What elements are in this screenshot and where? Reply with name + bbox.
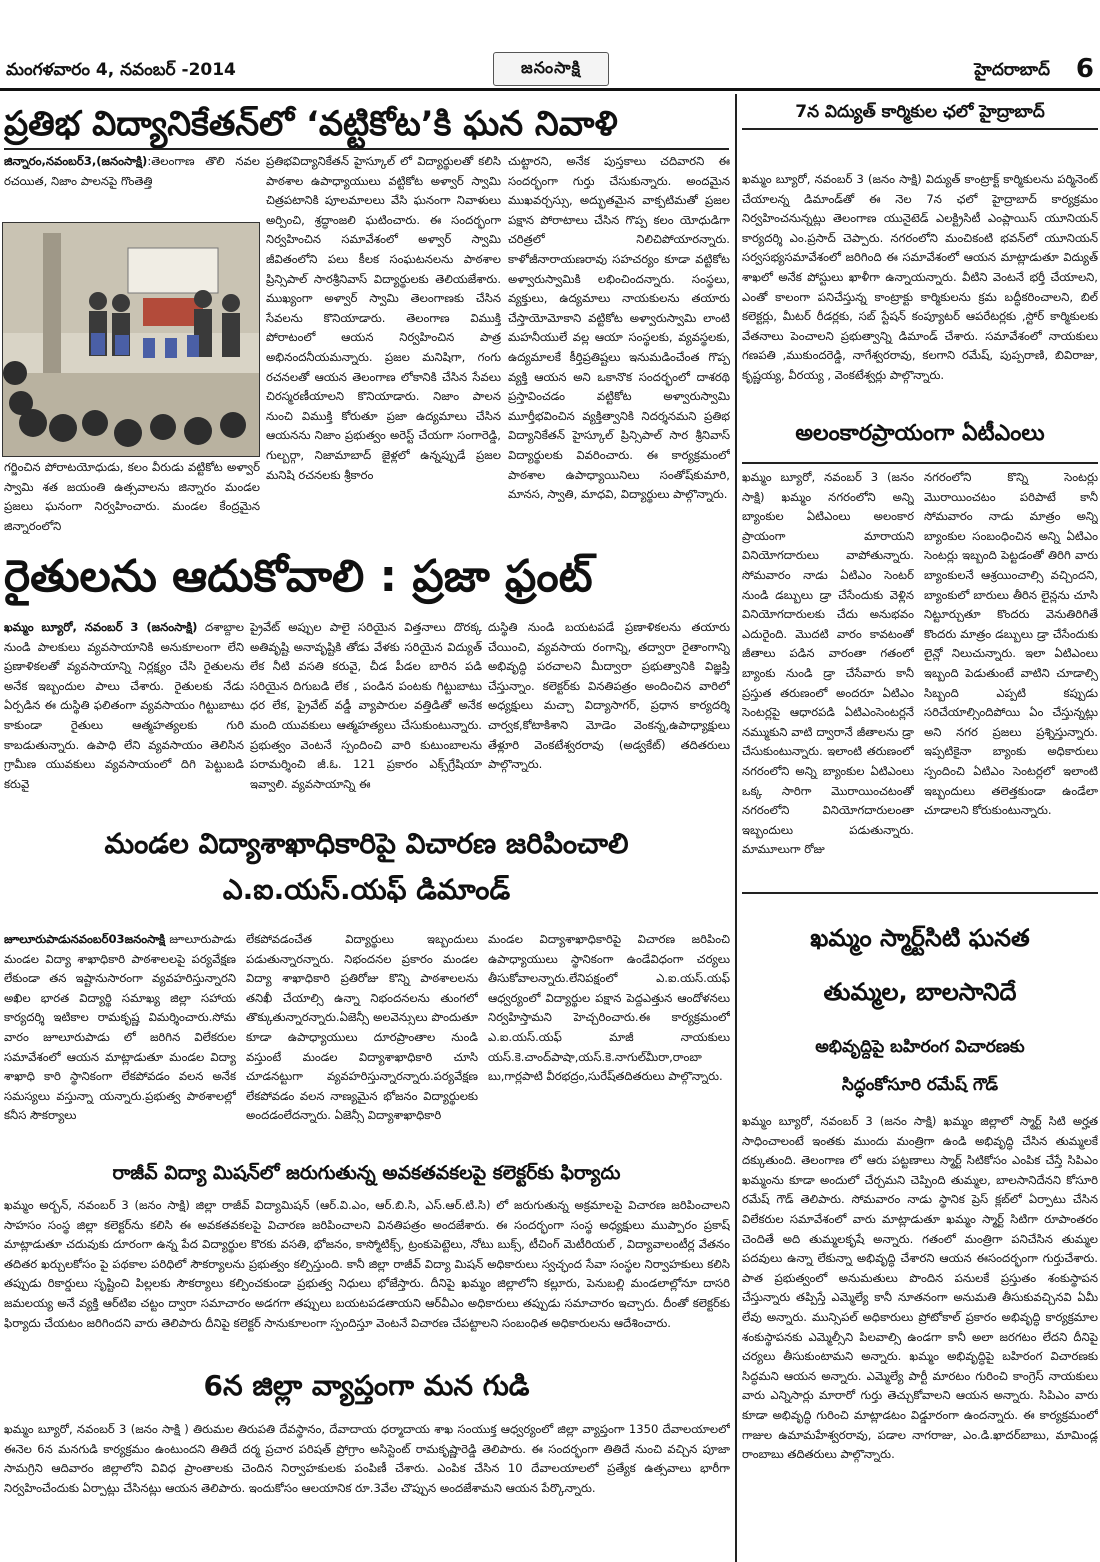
story7-headline: అలంకారప్రాయంగా ఏటీఎంలు	[795, 421, 1045, 446]
story8-body	[742, 1112, 1098, 1532]
story5-body-text: ఖమ్మం బ్యూరో, నవంబర్ 3 (జనం సాక్షి ) తిరుమల తిరుపతి దేవస్థానం, దేవాదాయ ధర్మాదాయ శాఖ సంయుక్త ఆధ్వర్యంలో జిల్లా వ్యాప్తంగా 1350 దేవాలయాలలో ఈనెల 6న మనగుడి కార్యక్రమం ఉంటుందని తితిదే దర్మ ప్రచార పరిషత్ ప్రోగ్రాం అసిస్టెంట్ రామకృష్ణారెడ్డి తెలిపారు. ఈ సందర్భంగా తితిదే నుంచి వచ్చిన పూజా సామగ్రిని ఆదివారం జిల్లాలోని వివిధ ప్రాంతాలకు చెందిన నిర్వాహకులకు పంపిణీ చేశారు. ఎంపిక చేసిన 10 దేవాలయాలలో ప్రత్యేక ఉత్సవాలు భారీగా నిర్వహించేందుకు ఏర్పాట్లు చేసినట్లు ఆయన తెలిపారు. ఇందుకోసం ఆలయానిక రూ.3వేల చొప్పున అందజేశామని ఆయన పేర్కొన్నారు.	[4, 1422, 730, 1495]
masthead-rule	[0, 88, 1100, 91]
story6-headline: 7న విద్యుత్ కార్మికుల ఛలో హైద్రాబాద్	[795, 102, 1045, 122]
story1-col1-top-text: :తెలంగాణ తొలి నవల రచయిత, నిజాం పాలనపై గొంతెత్తి	[4, 154, 260, 188]
story2-column-2	[250, 618, 482, 800]
story8-body-text: ఖమ్మం బ్యూరో, నవంబర్ 3 (జనం సాక్షి) ఖమ్మం జిల్లాలో స్మార్ట్ సిటి అర్హత సాధించాలంటే ఇంతకు ముందు మంత్రిగా ఉండి అభివృద్ధి చేసిన తుమ్మలకే దక్కుతుంది. తెలంగాణ లో ఆరు పట్టణాలు స్మార్ట్ సిటికోసం ఎంపిక చేస్తే సిపిఎం ఖమ్మంను కూడా అందులో చేర్చమని చెప్పింది తుమ్మల, బాలసానిదేనని కోసూరి రమేష్ గౌడ్ తెలిపారు. సోమవారం నాడు స్థానిక ప్రెస్ క్లబ్‌లో ఏర్పాటు చేసిన విలేకరుల సమావేశంలో వారు మాట్లాడుతూ ఖమ్మం స్మార్ట్ సిటిగా రూపాంతరం చెందితే అది తుమ్మలకృషే అన్నారు. గతంలో మంత్రిగా పనిచేసిన తుమ్మల పదవులు ఉన్నా లేకున్నా అభివృద్ధి చేశారని ఆయన ఈసందర్భంగా గుర్తుచేశారు. పాత ప్రభుత్వంలో అనుమతులు పొందిన పనులకే ప్రస్తుతం శంకుస్థాపన చేస్తున్నారు తప్పిస్తే ఎమ్మెల్యే కానీ నూతనంగా అనుమతి తీసుకువచ్చినవి ఏమీ లేవు అన్నారు. మున్సిపల్ అధికారులు ప్రోటోకాల్ ప్రకారం అభివృద్ధి కార్యక్రమాల శంకుస్థాపనకు ఎమ్మెల్సీని పిలవాల్సి ఉండగా కానీ అలా జరగటం లేదని దీనిపై చర్యలు తీసుకుంటామని అన్నారు. ఖమ్మం అభివృద్ధిపై బహిరంగ విచారణకు సిద్ధమని ఆయన అన్నారు. ఎమ్మెల్యే పార్టీ మారటం గురించి కాంగ్రెస్ నాయకులు వారు ఎన్నిసార్లు మారారో గుర్తు తెచ్చుకోవాలని ఆయన అన్నారు. సిపిఎం వారు కూడా అభివృద్ధి గురించి మాట్లాడటం విడ్డూరంగా ఉందన్నారు. ఈ కార్యక్రమంలో గాజుల ఉమామహేశ్వరరావు, పడాల నాగరాజు, ఎం.డి.ఖాదర్‌బాబు, మామిండ్ల రాంబాబు తదితరులు పాల్గొన్నారు.	[742, 1114, 1098, 1462]
story7-col1-text: ఖమ్మం బ్యూరో, నవంబర్ 3 (జనం సాక్షి) ఖమ్మం నగరంలోని అన్ని బ్యాంకుల ఏటిఎంలు అలంకార ప్రాయంగా మారాయని వినియోగదారులు వాపోతున్నారు. సోమవారం నాడు ఏటిఎం సెంటర్ నుండి డబ్బులు డ్రా చేసేందుకు వెళ్లిన వినియోగదారులకు చేదు అనుభవం ఎదురైంది. మొదటి వారం కావటంతో జీతాలు పడిన వారంతా గతంలో బ్యాంకు నుండి డ్రా చేసేవారు కానీ ప్రస్తుత తరుణంలో అందరూ ఏటిఎం సెంటర్లపై ఆధారపడి ఏటిఎంసెంటర్లనే నమ్ముకుని వాటి ద్వారానే జీతాలను డ్రా చేసుకుంటున్నారు. ఇలాంటి తరుణంలో నగరంలోని అన్ని బ్యాంకుల ఏటిఎంలు ఒక్క సారిగా మొరాయించటంతో నగరంలోని వినియోగదారులంతా ఇబ్బందులు పడుతున్నారు. మామూలుగా రోజు	[742, 470, 914, 857]
story6-body	[742, 170, 1098, 406]
story8-subhead-line1: అభివృద్దిపై బహిరంగ విచారణకు	[815, 1037, 1025, 1057]
newspaper-logo: జనంసాక్షి	[493, 52, 609, 86]
event-photo-image	[3, 223, 260, 457]
story1-col2-text: ప్రతిభవిద్యానికేతన్ హైస్కూల్ లో విద్యార్థులతో కలిసి పాఠశాల ఉపాధ్యాయులు వట్టికోట అళ్వార్ స్వామి చిత్రపటానికి పూలమాలలు వేసి ఘనంగా నివాళులు అర్పించి, శ్రద్ధాంజలి ఘటించారు. ఈ సందర్భంగా నిర్వహించిన సమావేశంలో అళ్వార్ స్వామి జీవితంలోని పలు కీలక సంఘటనలను పాఠశాల ప్రిన్సిపాల్ సారశ్రీనివాస్ విద్యార్థులకు తెలియజేశారు. ముఖ్యంగా అళ్వార్ స్వామి తెలంగాణకు చేసిన సేవలను కొనియాడారు. తెలంగాణ విముక్తి పోరాటంలో ఆయన నిర్వహించిన పాత్ర అభినందనీయమన్నారు. ప్రజల మనిషిగా, గంగు రచనలతో ఆయన తెలంగాణ లోకానికి చేసిన సేవలు చిరస్మరణీయాలని కొనియాడారు. నిజాం పాలన నుంచి విముక్తి కోరుతూ ప్రజా ఉద్యమాలు చేసిన ఆయనను నిజాం ప్రభుత్వం అరెస్ట్ చేయగా సంగారెడ్డి, గుల్బర్గా, నిజామాబాద్ జైళ్లలో ఉన్నప్పుడే ప్రజల మనిషి రచనలకు శ్రీకారం	[266, 154, 501, 482]
story3-col3-text: మండల విద్యాశాఖాధికారిపై విచారణ జరిపించి ఉపాధ్యాయులు స్థానికంగా ఉండేవిధంగా చర్యలు తీసుకోవాలన్నారు.లేనిపక్షంలో ఎ.ఐ.యస్.యఫ్ ఆధ్వర్యంలో విద్యార్థుల పక్షాన పెద్దఎత్తున ఆందోళనలు నిర్వహిస్తామని హెచ్చరించారు.ఈ కార్యక్రమంలో ఎ.ఐ.యస్.యఫ్ మాజీ నాయకులు యస్.కె.చాంద్‌పాషా,యస్.కె.నాగుల్‌మీరా,రాంబా బు,గార్లపాటి వీరభద్రం,సురేష్‌తదితరులు పాల్గొన్నారు.	[488, 932, 730, 1084]
story7-col2-text: నగరంలోని కొన్ని సెంటర్లు మొరాయించటం పరిపాటే కానీ సోమవారం నాడు మాత్రం అన్ని బ్యాంకుల సంబంధించిన అన్ని ఏటిఎం సెంటర్లు ఇబ్బంది పెట్టడంతో తిరిగి వారు బ్యాంకులనే ఆశ్రయించాల్సి వచ్చిందని, బ్యాంకులో బారులు తీరిన లైన్లను చూసి నిట్టూర్చుతూ కొందరు వెనుతిరిగితే కొందరు మాత్రం డబ్బులు డ్రా చేసేందుకు లైన్లో నిలుచున్నారు. ఇలా ఏటిఎంలు ఇబ్బంది పెడుతుంటే వాటిని చూడాల్సి సిబ్బంది ఎప్పటి కప్పుడు సరిచేయాల్సిందిపోయి ఏం చేస్తున్నట్లు అని నగర ప్రజలు ప్రశ్నిస్తున్నారు. ఇప్పటికైనా బ్యాంకు అధికారులు స్పందించి ఏటిఎం సెంటర్లలో ఇలాంటి ఇబ్బందులు తలెత్తకుండా ఉండేలా చూడాలని కోరుకుంటున్నారు.	[924, 470, 1098, 818]
story5-headline: 6న జిల్లా వ్యాప్తంగా మన గుడి	[203, 1369, 530, 1402]
story1-column-1-bottom	[4, 458, 260, 538]
story1-headline: ప్రతిభ విద్యానికేతన్‌లో ‘వట్టికోట’కి ఘన నివాళి	[4, 104, 618, 144]
story2-dateline: ఖమ్మం బ్యూరో, నవంబర్ 3 (జనంసాక్షి)	[4, 620, 198, 634]
story3-col1-text: జూలూరుపాడు మండల విద్యా శాఖాధికారి పాఠశాలలపై పర్యవేక్షణ లేకుండా తన ఇష్టానుసారంగా వ్యవహరిస్తున్నారని అఖిల భారత విద్యార్థి సమాఖ్య జిల్లా సహాయ కార్యదర్శి ఇటికాల రామకృష్ణ విమర్శించారు.సోమ వారం జూలూరుపాడు లో జరిగిన విలేకరుల సమావేశంలో ఆయన మాట్లాడుతూ మండల విద్యా శాఖాధి కారి స్థానికంగా లేకపోవడం వలన అనేక సమస్యలు వస్తున్నా యన్నారు.ప్రభుత్వ పాఠశాలల్లో కనీస సౌకర్యాలు	[4, 932, 236, 1123]
story1-dateline: జిన్నారం,నవంబర్3,(జనంసాక్షి)	[4, 154, 148, 168]
story2-col2-text: ప్రైవేట్ అప్పుల పాలై సరియైన విత్తనాలు దొరక్క అతివృష్టి అనావృష్టికి తోడు వేళకు సరియైన విద్యుత్ లేక నీటి వసతి కరువై, చీడ పీడల బారిన పడి సరియైన దిగుబడి లేక , పండిన పంటకు గిట్టుబాటు ధర లేక, ప్రైవేట్ వడ్డీ వ్యాపారుల వత్తిడితో అనేక మంది యువకులు ఆత్మహత్యలు చేసుకుంటున్నారు. ప్రభుత్వం వెంటనే స్పందించి వారి కుటుంబాలను పరామర్శించి జీ.ఓ. 121 ప్రకారం ఎక్స్‌గ్రేషియా ఇవ్వాలి. వ్యవసాయాన్ని ఈ	[250, 620, 482, 791]
story8-top-rule	[742, 892, 1098, 894]
story1-column-3	[508, 152, 730, 538]
story1-column-2	[266, 152, 501, 538]
edition-city: హైదరాబాద్	[974, 60, 1050, 80]
story5-body	[4, 1420, 730, 1520]
story6-underline	[742, 128, 1098, 130]
story4-body-text: ఖమ్మం అర్బన్, నవంబర్ 3 (జనం సాక్షి) జిల్లా రాజీవ్ విద్యామిషన్ (ఆర్.వి.ఎం, ఆర్.బి.సి, ఎస్.ఆర్.టి.సి) లో జరుగుతున్న అక్రమాలపై విచారణ జరిపించాలని సాహసం సంస్థ జిల్లా కలెక్టర్‌ను కలిసి ఈ అవకతవకలపై విచారణ జరిపించాలని వినతిపత్రం అందజేశారు. ఈ సందర్భంగా సంస్థ అధ్యక్షులు ముప్పారం ప్రకాష్ మాట్లాడుతూ చదువుకు దూరంగా ఉన్న పేద విద్యార్థుల కొరకు వసతి, భోజనం, కాస్మోటిక్స్, ట్రంకుపెట్టెలు, నోటు బుక్స్, టీచింగ్ మెటీరియల్ , విద్యావాలంటీర్ల వేతనం తదితర ఖర్చులకోసం పై పథకాల పరిధిలో సౌకర్యాలను ప్రభుత్వం కల్పిస్తుంది. కానీ జిల్లా రాజీవ్ విద్యా మిషన్ అధికారులు స్వచ్ఛంద సేవా సంస్థల నిర్వాహకులు కలిసి తప్పుడు రికార్డులు సృష్టించి పిల్లలకు సౌకర్యాలు కల్పించకుండా ప్రభుత్వ నిధులు భోజేస్తారు. దీనిపై ఖమ్మం జిల్లాలోని కల్లూరు, పెనుబల్లి మండలాల్లోనూ దాసరి జమలయ్య అనే వ్యక్తి ఆర్‌టిఐ చట్టం ద్వారా సమాచారం అడగగా తప్పులు బయటపడతాయని ఆర్‌వీఎం అధికారులు తప్పుడు సమాచారం ఇచ్చారు. దీంతో కలెక్టర్‌కు ఫిర్యాదు చేయటం జరిగిందని వారు తెలిపారు దీనిపై కలెక్టర్ సానుకూలంగా స్పందిస్తూ వెంటనే విచారణ చేపట్టాలని సంబంధిత అధికారులను ఆదేశించారు.	[4, 1198, 730, 1330]
story2-col3-text: దుస్థితి నుండి బయటపడే ప్రణాళికలను తయారు చేయించి, వ్యవసాయ రంగాన్ని, తద్వారా రైతాంగాన్ని అభివృద్ధి పరచాలని మీద్వారా ప్రభుత్వానికి విజ్ఞప్తి చేస్తున్నాం. కలెక్టర్‌కు వినతిపత్రం అందించిన వారిలో అధ్యక్షులు మచ్చా విద్యాసాగర్, ప్రధాన కార్యదర్శి చార్వక,కోటాకిశాని మోడెం వెంకన్న,ఉపాధ్యాక్షులు తేళ్లూరి వెంకటేశ్వరరావు (అడ్వకేట్) తదితరులు పాల్గొన్నారు.	[488, 620, 730, 772]
story8-headline-line2: తుమ్మల, బాలసానిదే	[823, 978, 1017, 1006]
story3-dateline: జూలూరుపాడునవంబర్03జనంసాక్షి	[4, 932, 166, 946]
story3-col2-text: లేకపోవడంచేత విద్యార్థులు ఇబ్బందులు పడుతున్నారన్నారు. నిభందనల ప్రకారం మండల విద్యా శాఖాధికారి ప్రతిరోజు కొన్ని పాఠశాలలను తనిఖీ చేయాల్సి ఉన్నా నిభందనలను తుంగలో తొక్కుతున్నారన్నారు.ఏజెన్సీ అలవెన్సులు పొందుతూ కూడా ఉపాధ్యాయులు దూరప్రాంతాల నుండి వస్తుంటే మండల విద్యాశాఖాధికారి చూసి చూడనట్టుగా వ్యవహరిస్తున్నారన్నారు.పర్యవేక్షణ లేకపోవడం వలన నాణ్యమైన భోజనం విద్యార్థులకు అందడంలేదన్నారు. ఏజెన్సీ విద్యాశాఖాధికారి	[246, 932, 478, 1123]
story8-subhead-line2: సిద్ధంకోసూరి రమేష్ గౌడ్	[841, 1075, 999, 1095]
story1-col1-bottom-text: గర్జించిన పోరాటయోధుడు, కలం వీరుడు వట్టికోట అళ్వార్ స్వామి శత జయంతి ఉత్సవాలను జిన్నారం మండల ప్రజలు ఘనంగా నిర్వహించారు. మండల కేంద్రమైన జిన్నారంలోని	[4, 460, 260, 533]
school-event-photo	[2, 222, 260, 457]
story4-headline: రాజీవ్ విద్యా మిషన్‌లో జరుగుతున్న అవకతవకలపై కలెక్టర్‌కు ఫిర్యాదు	[112, 1162, 621, 1184]
story1-underline	[4, 148, 729, 150]
issue-date: మంగళవారం 4, నవంబర్ -2014	[6, 60, 236, 80]
story2-column-1	[4, 618, 244, 800]
story3-headline-line2: ఎ.ఐ.యస్.యఫ్ డిమాండ్	[222, 873, 511, 906]
story7-column-1	[742, 468, 914, 884]
story3-column-3	[488, 930, 730, 1144]
story2-col1-text: దశాబ్దాల నుండి పాలకులు వ్యవసాయానికి అనుకూలంగా లేని ప్రణాళికలతో వ్యవసాయాన్ని నిర్లక్ష్యం చేసి రైతులను అనేక ఇబ్బందుల పాలు చేశారు. రైతులకు నేడు ఏర్పడిన ఈ దుస్థితి ఫలితంగా వ్యవసాయం గిట్టుబాటు కాకుండా రైతులు ఆత్మహత్యలకు గురి కాబడుతున్నారు. ఉపాధి లేని వ్యవసాయం తెలిసిన గ్రామీణ యువకులు వ్యవసాయంలో దిగి పెట్టుబడి కరువై	[4, 620, 244, 791]
story1-column-1-top	[4, 152, 260, 216]
story8-headline-line1: ఖమ్మం స్మార్ట్‌సిటి ఘనత	[810, 924, 1030, 952]
story7-column-2	[924, 468, 1098, 884]
section-divider	[735, 94, 737, 1562]
story4-body	[4, 1196, 730, 1356]
page-number: 6	[1075, 54, 1094, 84]
story3-column-2	[246, 930, 478, 1144]
story2-column-3	[488, 618, 730, 800]
masthead	[0, 0, 1100, 94]
story1-col3-text: చుట్టారని, అనేక పుస్తకాలు చదివారని ఈ సందర్భంగా గుర్తు చేసుకున్నారు. అందమైన ముఖవర్చస్సు, అద్భుతమైన వాక్పటిమతో ప్రజల పక్షాన పోరాటాలు చేసిన గొప్ప కలం యోధుడిగా చరిత్రలో నిలిచిపోయారన్నారు. కాళోజీనారాయణరావు సహచర్యం కూడా వట్టికోట అళ్వారుస్వామికి లభించిందన్నారు. సంస్థలు, వ్యక్తులు, ఉద్యమాలు నాయకులను తయారు చేస్తాయోమోకాని వట్టికోట అళ్వారుస్వామి లాంటి మహనీయులే వల్ల ఆయా సంస్థలకు, వ్యవస్థలకు, ఉద్యమాలకే కీర్తిప్రతిష్టలు ఇనుమడించేంత గొప్ప వ్యక్తి ఆయన అని ఒకానొక సందర్భంలో దాశరథి ప్రస్తావించడం వట్టికోట అళ్వారుస్వామి మూర్తీభవించిన వ్యక్తిత్వానికి నిదర్శనమని ప్రతిభ విద్యానికేతన్ హైస్కూల్ ప్రిన్సిపాల్ సార శ్రీనివాస్ విద్యార్థులకు వివరించారు. ఈ కార్యక్రమంలో పాఠశాల ఉపాధ్యాయినిలు సంతోష్‌కుమారి, మానస, స్వాతి, మాధవి, విద్యార్థులు పాల్గొన్నారు.	[508, 154, 730, 502]
story7-underline	[742, 462, 1098, 464]
story6-body-text: ఖమ్మం బ్యూరో, నవంబర్ 3 (జనం సాక్షి) విద్యుత్ కాంట్రాక్ట్ కార్మికులను పర్మినెంట్ చేయాలన్న డిమాండ్‌తో ఈ నెల 7న ఛలో హైద్రాబాద్ కార్యక్రమం నిర్వహించనున్నట్లు తెలంగాణ యునైటెడ్ ఎలక్ట్రిసిటీ ఎంప్లాయిస్ యూనియన్ కార్యదర్శి ఎం.ప్రసాద్ చెప్పారు. నగరంలోని మంచికంటి భవన్‌లో యూనియన్ సర్వసభ్యసమావేశంలో జరిగింది ఈ సమావేశంలో ఆయన మాట్లాడుతూ విద్యుత్ శాఖలో అనేక పోస్టులు ఖాళీగా ఉన్నాయన్నారు. వీటిని వెంటనే భర్తీ చేయాలని, ఎంతో కాలంగా పనిచేస్తున్న కాంట్రాక్టు కార్మికులను క్రమ బద్ధీకరించాలని, బిల్ కలెక్టర్లు, మీటర్ రీడర్లకు, సబ్ స్టేషన్ కంప్యూటర్ ఆపరేటర్లకు ,స్టోర్ కార్మికులకు వేతనాలు పెంచాలని ప్రభుత్వాన్ని డిమాండ్ చేశారు. సమావేశంలో నాయకులు గణపతి ,ముకుందరెడ్డి, నాగేశ్వరరావు, కలగాని రమేష్, పుప్పరాణి, బివిరాజు, కృష్ణయ్య, వీరయ్య , వెంకటేశ్వర్లు పాల్గొన్నారు.	[742, 172, 1098, 382]
story2-headline: రైతులను ఆదుకోవాలి : ప్రజా ఫ్రంట్	[4, 551, 593, 602]
story3-headline-line1: మండల విద్యాశాఖాధికారిపై విచారణ జరిపించాలి	[104, 827, 629, 860]
story3-column-1	[4, 930, 236, 1144]
